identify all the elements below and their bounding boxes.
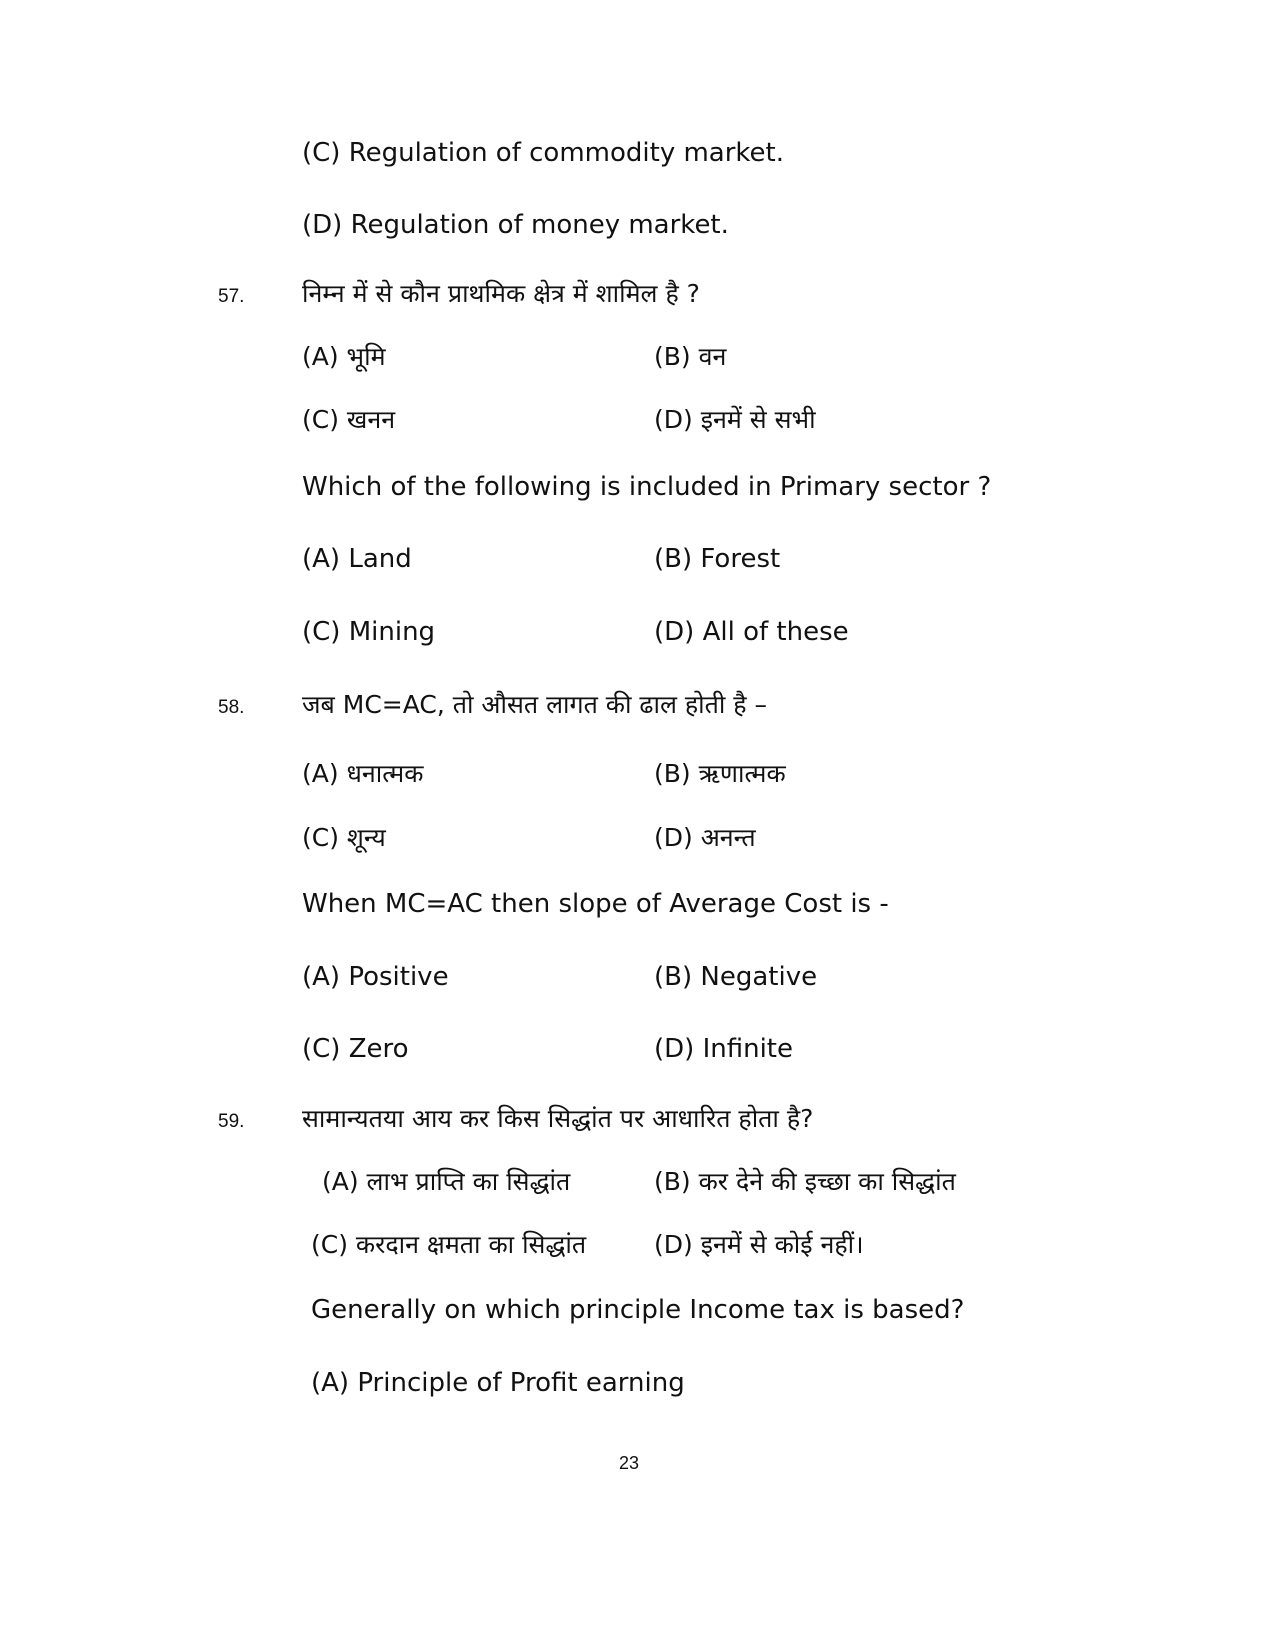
question-57-hindi: निम्न में से कौन प्राथमिक क्षेत्र में शामिल है ? xyxy=(302,279,700,308)
carry-option-d: (D) Regulation of money market. xyxy=(302,210,729,240)
question-number-58: 58. xyxy=(218,697,245,718)
q57-english-option-d: (D) All of these xyxy=(654,617,849,647)
question-58-english: When MC=AC then slope of Average Cost is - xyxy=(302,889,889,919)
question-59-hindi: सामान्यतया आय कर किस सिद्धांत पर आधारित होता है? xyxy=(302,1104,814,1133)
question-number-59: 59. xyxy=(218,1111,245,1132)
q58-hindi-option-d: (D) अनन्त xyxy=(654,823,756,852)
q57-hindi-option-c: (C) खनन xyxy=(302,405,396,434)
question-number-57: 57. xyxy=(218,286,245,307)
q57-hindi-option-a: (A) भूमि xyxy=(302,342,386,371)
q57-english-option-a: (A) Land xyxy=(302,544,412,574)
q59-hindi-option-d: (D) इनमें से कोई नहीं। xyxy=(654,1230,864,1259)
q59-hindi-option-c: (C) करदान क्षमता का सिद्धांत xyxy=(311,1230,587,1259)
q58-hindi-option-b: (B) ऋणात्मक xyxy=(654,759,786,788)
q57-english-option-b: (B) Forest xyxy=(654,544,781,574)
q59-hindi-option-a: (A) लाभ प्राप्ति का सिद्धांत xyxy=(322,1167,571,1196)
question-59-english: Generally on which principle Income tax is based? xyxy=(311,1295,965,1325)
carry-option-c: (C) Regulation of commodity market. xyxy=(302,138,785,168)
q59-english-option-a: (A) Principle of Profit earning xyxy=(311,1368,685,1398)
question-57-english: Which of the following is included in Primary sector ? xyxy=(302,472,992,502)
q59-hindi-option-b: (B) कर देने की इच्छा का सिद्धांत xyxy=(654,1167,956,1196)
q58-english-option-a: (A) Positive xyxy=(302,962,449,992)
question-58-hindi: जब MC=AC, तो औसत लागत की ढाल होती है – xyxy=(302,690,768,719)
q57-english-option-c: (C) Mining xyxy=(302,617,436,647)
page-number: 23 xyxy=(619,1453,640,1473)
q58-english-option-d: (D) Infinite xyxy=(654,1034,793,1064)
q58-hindi-option-a: (A) धनात्मक xyxy=(302,759,424,788)
q57-hindi-option-d: (D) इनमें से सभी xyxy=(654,405,816,434)
q58-english-option-b: (B) Negative xyxy=(654,962,818,992)
q58-english-option-c: (C) Zero xyxy=(302,1034,409,1064)
q57-hindi-option-b: (B) वन xyxy=(654,342,727,371)
q58-hindi-option-c: (C) शून्य xyxy=(302,823,386,852)
